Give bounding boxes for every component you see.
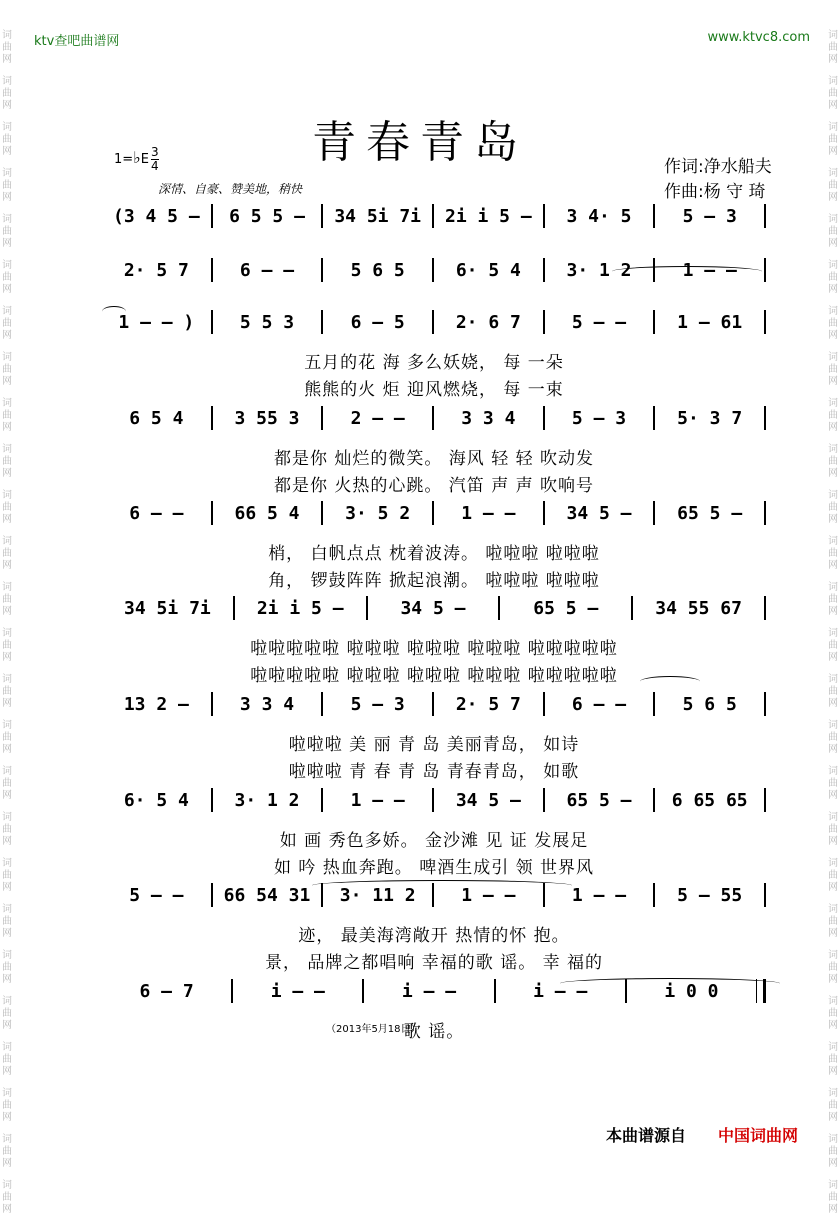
- lyric-line: 五月的花 海 多么妖娆， 每 一朵: [304, 352, 564, 373]
- source-site-link[interactable]: 中国词曲网: [718, 1126, 799, 1145]
- key-prefix: 1=: [114, 152, 134, 167]
- lyric-line: 歌 谣。: [403, 1021, 465, 1042]
- bar-line: [764, 258, 766, 282]
- side-watermark-text: 词曲网: [828, 904, 838, 939]
- side-watermark-text: 词曲网: [828, 1180, 838, 1215]
- measure: 5 – 3: [571, 407, 627, 429]
- side-watermark-text: 词曲网: [828, 858, 838, 893]
- bar-line: [764, 406, 766, 430]
- lyric-line: 啦啦啦啦啦 啦啦啦 啦啦啦 啦啦啦 啦啦啦啦啦: [250, 638, 618, 659]
- side-watermark-left: [0, 0, 14, 1215]
- measure: 6 5 4: [129, 407, 184, 429]
- lyric-line: 角， 锣鼓阵阵 掀起浪潮。 啦啦啦 啦啦啦: [268, 570, 600, 591]
- side-watermark-text: 词曲网: [2, 76, 12, 111]
- side-watermark-text: 词曲网: [2, 1180, 12, 1215]
- lyric-line: 熊熊的火 炬 迎风燃烧， 每 一束: [304, 379, 564, 400]
- bar-line: [764, 310, 766, 334]
- measure: 1 – –: [461, 502, 516, 524]
- lyric-line: 都是你 灿烂的微笑。 海风 轻 轻 吹动发: [273, 448, 595, 469]
- measure: 2· 6 7: [455, 311, 521, 333]
- time-bottom: 4: [150, 159, 159, 173]
- measure: 5· 3 7: [677, 407, 743, 429]
- measure: 3· 1 2: [234, 789, 300, 811]
- measure: 66 5 4: [234, 502, 300, 524]
- side-watermark-text: 词曲网: [828, 720, 838, 755]
- side-watermark-text: 词曲网: [828, 490, 838, 525]
- slur-mark: [612, 266, 762, 277]
- bar-line: [764, 501, 766, 525]
- side-watermark-text: 词曲网: [828, 444, 838, 479]
- side-watermark-text: 词曲网: [828, 536, 838, 571]
- measure: 1 – –: [350, 789, 405, 811]
- side-watermark-text: 词曲网: [2, 950, 12, 985]
- measure: 5 5 3: [239, 311, 295, 333]
- measure: i 0 0: [664, 980, 719, 1002]
- measure: 1 – –: [682, 259, 737, 281]
- song-title: 青春青岛: [312, 117, 528, 168]
- lyric-line: 啦啦啦 美 丽 青 岛 美丽青岛， 如诗: [288, 734, 580, 755]
- side-watermark-text: 词曲网: [2, 168, 12, 203]
- measure: 3 3 4: [461, 407, 516, 429]
- side-watermark-text: 词曲网: [828, 168, 838, 203]
- side-watermark-text: 词曲网: [828, 122, 838, 157]
- side-watermark-text: 词曲网: [2, 628, 12, 663]
- slur-mark: [312, 880, 572, 891]
- side-watermark-text: 词曲网: [2, 260, 12, 295]
- side-watermark-text: 词曲网: [2, 766, 12, 801]
- side-watermark-text: 词曲网: [828, 996, 838, 1031]
- measure: 1 – 61: [677, 311, 743, 333]
- side-watermark-text: 词曲网: [2, 444, 12, 479]
- side-watermark-text: 词曲网: [2, 306, 12, 341]
- measure: 3 55 3: [234, 407, 300, 429]
- measure: 66 54 31: [223, 884, 311, 906]
- score-system: [102, 497, 766, 529]
- side-watermark-text: 词曲网: [2, 582, 12, 617]
- measure: 2· 5 7: [123, 259, 189, 281]
- measure: 6· 5 4: [123, 789, 189, 811]
- side-watermark-text: 词曲网: [828, 674, 838, 709]
- time-signature: [151, 146, 159, 173]
- measure: 6 – –: [571, 693, 627, 715]
- measure: 3· 5 2: [345, 502, 411, 524]
- measure: 3 3 4: [239, 693, 295, 715]
- measure: 6 – 5: [350, 311, 405, 333]
- side-watermark-text: 词曲网: [828, 950, 838, 985]
- bar-line: [764, 788, 766, 812]
- side-watermark-text: 词曲网: [2, 904, 12, 939]
- measure: 34 5i 7i: [124, 597, 211, 619]
- key-signature: [114, 146, 159, 173]
- side-watermark-text: 词曲网: [828, 766, 838, 801]
- score-system: [102, 402, 766, 434]
- lyric-line: 如 吟 热血奔跑。 啤酒生成引 领 世界风: [273, 857, 595, 878]
- measure: i – –: [401, 980, 457, 1002]
- lyric-line: 景， 品牌之都唱响 幸福的歌 谣。 幸 福的: [264, 952, 604, 973]
- side-watermark-right: [826, 0, 840, 1215]
- side-watermark-text: 词曲网: [2, 1088, 12, 1123]
- measure: 6· 5 4: [455, 259, 521, 281]
- slur-mark: [640, 676, 700, 687]
- measure: 3· 11 2: [339, 884, 416, 906]
- side-watermark-text: 词曲网: [2, 536, 12, 571]
- measure: 65 5 –: [677, 502, 743, 524]
- measure: 1 – – ): [118, 311, 195, 333]
- measure: 5 – 3: [350, 693, 405, 715]
- source-label: 本曲谱源自: [606, 1126, 687, 1145]
- side-watermark-text: 词曲网: [828, 398, 838, 433]
- score-system: [102, 784, 766, 816]
- measure: 34 5 –: [455, 789, 521, 811]
- side-watermark-text: 词曲网: [828, 582, 838, 617]
- measure: 2i i 5 –: [445, 205, 532, 227]
- bar-line: [764, 692, 766, 716]
- side-watermark-text: 词曲网: [2, 674, 12, 709]
- side-watermark-text: 词曲网: [828, 76, 838, 111]
- measure: 2 – –: [350, 407, 405, 429]
- side-watermark-text: 词曲网: [2, 398, 12, 433]
- side-watermark-text: 词曲网: [828, 306, 838, 341]
- score-system: [102, 306, 766, 338]
- bar-line: [764, 883, 766, 907]
- lyric-line: 啦啦啦啦啦 啦啦啦 啦啦啦 啦啦啦 啦啦啦啦啦: [250, 665, 618, 686]
- side-watermark-text: 词曲网: [2, 352, 12, 387]
- measure: 2· 5 7: [455, 693, 521, 715]
- side-watermark-text: 词曲网: [2, 1134, 12, 1169]
- key-note: E: [140, 152, 149, 167]
- side-watermark-text: 词曲网: [828, 1088, 838, 1123]
- measure: 6 65 65: [671, 789, 748, 811]
- lyric-line: 梢， 白帆点点 枕着波涛。 啦啦啦 啦啦啦: [268, 543, 600, 564]
- side-watermark-text: 词曲网: [2, 1042, 12, 1077]
- measure: 5 6 5: [682, 693, 737, 715]
- measure: 6 – –: [129, 502, 184, 524]
- measure: 34 5 –: [566, 502, 632, 524]
- side-watermark-text: 词曲网: [2, 214, 12, 249]
- measure: 6 5 5 –: [229, 205, 305, 227]
- measure: 3· 1 2: [566, 259, 632, 281]
- lyric-line: 如 画 秀色多娇。 金沙滩 见 证 发展足: [279, 830, 589, 851]
- measure: 6 – 7: [139, 980, 194, 1002]
- side-watermark-text: 词曲网: [828, 260, 838, 295]
- lyric-line: 都是你 火热的心跳。 汽笛 声 声 吹响号: [273, 475, 595, 496]
- watermark-site-right: www.ktvc8.com: [707, 30, 810, 45]
- lyricist-credit: 作词:净水船夫: [664, 157, 772, 177]
- lyric-line: 啦啦啦 青 春 青 岛 青春青岛， 如歌: [288, 761, 580, 782]
- measure: 5 – 55: [677, 884, 743, 906]
- side-watermark-text: 词曲网: [2, 490, 12, 525]
- measure: 5 – –: [129, 884, 184, 906]
- lyric-line: 迹， 最美海湾敞开 热情的怀 抱。: [298, 925, 570, 946]
- measure: 5 – –: [571, 311, 627, 333]
- date-note: （2013年5月18日）: [326, 1024, 421, 1035]
- side-watermark-text: 词曲网: [2, 996, 12, 1031]
- measure: 1 – –: [571, 884, 627, 906]
- side-watermark-text: 词曲网: [2, 812, 12, 847]
- measure: 34 55 67: [655, 597, 742, 619]
- composer-credit: 作曲:杨 守 琦: [664, 182, 766, 202]
- side-watermark-text: 词曲网: [828, 30, 838, 65]
- measure: 2i i 5 –: [256, 597, 344, 619]
- side-watermark-text: 词曲网: [828, 628, 838, 663]
- measure: 3 4· 5: [566, 205, 632, 227]
- side-watermark-text: 词曲网: [828, 1134, 838, 1169]
- score-system: [102, 592, 766, 624]
- measure: 34 5i 7i: [334, 205, 422, 227]
- score-system: [102, 688, 766, 720]
- measure: 6 – –: [239, 259, 295, 281]
- side-watermark-text: 词曲网: [2, 30, 12, 65]
- side-watermark-text: 词曲网: [828, 352, 838, 387]
- slur-mark: [102, 306, 126, 317]
- measure: (3 4 5 –: [112, 205, 200, 227]
- measure: 34 5 –: [400, 597, 466, 619]
- bar-line: [764, 596, 766, 620]
- slur-mark: [560, 978, 780, 989]
- measure: 5 – 3: [682, 205, 737, 227]
- expression-marking: 深情、自豪、赞美地，稍快: [158, 182, 303, 196]
- measure: i – –: [533, 980, 588, 1002]
- score-system: [102, 200, 766, 232]
- measure: 65 5 –: [533, 597, 599, 619]
- flat-sign: ♭: [133, 148, 141, 167]
- side-watermark-text: 词曲网: [2, 122, 12, 157]
- side-watermark-text: 词曲网: [828, 214, 838, 249]
- measure: 13 2 –: [123, 693, 189, 715]
- measure: 5 6 5: [350, 259, 405, 281]
- measure: i – –: [270, 980, 325, 1002]
- side-watermark-text: 词曲网: [828, 1042, 838, 1077]
- measure: 65 5 –: [566, 789, 632, 811]
- bar-line: [764, 204, 766, 228]
- measure: 1 – –: [461, 884, 516, 906]
- side-watermark-text: 词曲网: [2, 720, 12, 755]
- watermark-site-left: ktv查吧曲谱网: [34, 34, 120, 49]
- side-watermark-text: 词曲网: [2, 858, 12, 893]
- side-watermark-text: 词曲网: [828, 812, 838, 847]
- time-top: 3: [150, 145, 159, 159]
